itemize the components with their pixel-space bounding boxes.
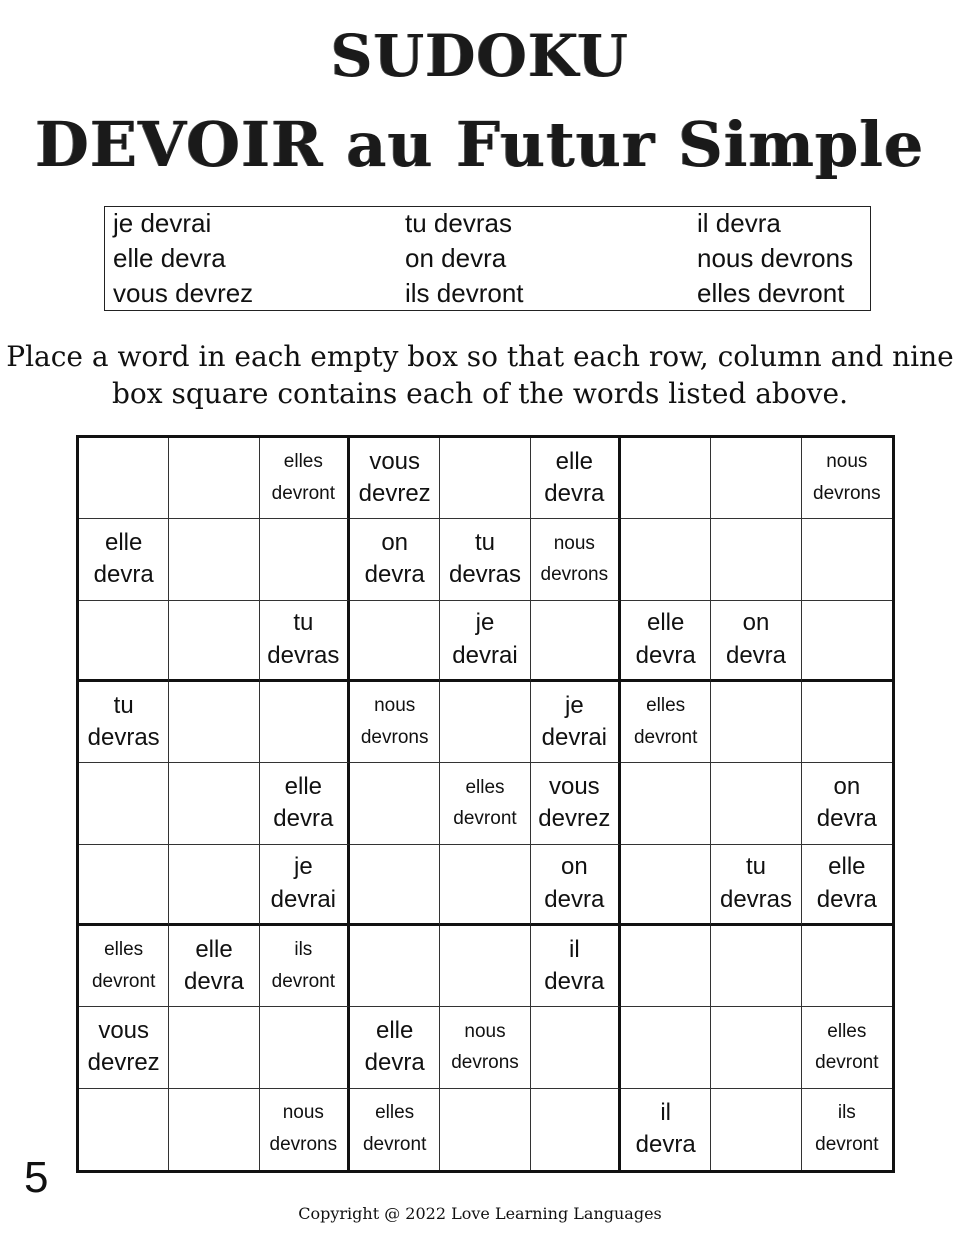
sudoku-cell xyxy=(802,845,892,926)
sudoku-cell xyxy=(531,926,621,1007)
sudoku-cell xyxy=(531,438,621,519)
sudoku-cell[interactable] xyxy=(621,845,711,926)
cell-word: devront xyxy=(271,971,336,993)
cell-word: devrons xyxy=(269,1134,338,1156)
cell-word: vous xyxy=(369,447,421,475)
cell-word: nous xyxy=(464,1020,506,1042)
sudoku-cell xyxy=(802,1089,892,1170)
cell-word: tu xyxy=(113,691,134,719)
cell-word: elles xyxy=(646,695,686,717)
sudoku-cell[interactable] xyxy=(79,845,169,926)
cell-word: elle xyxy=(284,773,322,801)
sudoku-cell xyxy=(440,519,530,600)
cell-word: vous xyxy=(548,773,600,801)
sudoku-cell[interactable] xyxy=(802,926,892,1007)
sudoku-grid xyxy=(76,435,895,1173)
cell-word: ils xyxy=(837,1102,856,1124)
word-bank-item: vous devrez xyxy=(113,278,254,308)
sudoku-cell[interactable] xyxy=(531,1089,621,1170)
sudoku-cell[interactable] xyxy=(169,763,259,844)
sudoku-cell xyxy=(802,763,892,844)
sudoku-cell xyxy=(531,519,621,600)
cell-word: devra xyxy=(364,1049,425,1077)
cell-word: devra xyxy=(183,968,245,996)
cell-word: elles xyxy=(465,776,505,798)
sudoku-cell xyxy=(79,682,169,763)
sudoku-cell[interactable] xyxy=(350,763,440,844)
sudoku-cell[interactable] xyxy=(169,1007,259,1088)
cell-word: je xyxy=(293,853,313,881)
sudoku-cell[interactable] xyxy=(802,682,892,763)
cell-word: devront xyxy=(362,1134,427,1156)
sudoku-cell[interactable] xyxy=(621,519,711,600)
cell-word: devrons xyxy=(451,1052,519,1074)
sudoku-cell xyxy=(79,519,169,600)
sudoku-cell[interactable] xyxy=(621,763,711,844)
cell-word: elle xyxy=(104,529,143,557)
sudoku-cell[interactable] xyxy=(440,438,530,519)
cell-word: devront xyxy=(815,1052,879,1074)
sudoku-cell xyxy=(711,601,801,682)
cell-word: devrez xyxy=(87,1049,160,1077)
cell-word: devra xyxy=(544,968,605,996)
cell-word: devront xyxy=(91,971,156,993)
sudoku-cell[interactable] xyxy=(802,601,892,682)
cell-word: nous xyxy=(374,695,416,717)
sudoku-cell xyxy=(260,926,350,1007)
cell-word: devrai xyxy=(541,724,608,752)
instructions xyxy=(0,338,960,412)
sudoku-cell xyxy=(169,926,259,1007)
cell-word: devra xyxy=(544,885,605,913)
cell-word: nous xyxy=(282,1102,324,1124)
sudoku-cell[interactable] xyxy=(169,438,259,519)
cell-word: on xyxy=(833,773,861,801)
sudoku-cell[interactable] xyxy=(169,1089,259,1170)
cell-word: elle xyxy=(195,935,233,963)
sudoku-cell xyxy=(79,926,169,1007)
word-bank-item: elles devront xyxy=(697,278,845,308)
sudoku-cell xyxy=(260,845,350,926)
cell-word: devras xyxy=(267,641,340,669)
sudoku-cell[interactable] xyxy=(440,1089,530,1170)
cell-word: elles xyxy=(283,451,323,473)
sudoku-cell xyxy=(531,763,621,844)
sudoku-cell[interactable] xyxy=(711,438,801,519)
page-title: SUDOKU xyxy=(330,22,630,90)
sudoku-cell xyxy=(350,519,440,600)
sudoku-cell xyxy=(621,601,711,682)
sudoku-cell xyxy=(260,438,350,519)
sudoku-cell[interactable] xyxy=(531,601,621,682)
sudoku-cell[interactable] xyxy=(169,519,259,600)
cell-word: devrai xyxy=(452,641,518,669)
sudoku-cell[interactable] xyxy=(711,1007,801,1088)
cell-word: devra xyxy=(816,805,877,833)
cell-word: elles xyxy=(104,939,144,961)
cell-word: devra xyxy=(725,641,787,669)
sudoku-cell[interactable] xyxy=(440,682,530,763)
sudoku-cell xyxy=(531,845,621,926)
cell-word: devrez xyxy=(538,805,611,833)
sudoku-cell[interactable] xyxy=(440,845,530,926)
page-subtitle: DEVOIR au Futur Simple xyxy=(35,108,925,181)
sudoku-cell xyxy=(350,1089,440,1170)
sudoku-cell xyxy=(79,1007,169,1088)
cell-word: devra xyxy=(816,885,877,913)
cell-word: devras xyxy=(719,885,793,913)
sudoku-cell[interactable] xyxy=(440,926,530,1007)
sudoku-cell[interactable] xyxy=(621,438,711,519)
cell-word: devra xyxy=(93,561,154,589)
sudoku-cell xyxy=(260,1089,350,1170)
cell-word: tu xyxy=(474,529,495,557)
sudoku-cell[interactable] xyxy=(621,926,711,1007)
sudoku-cell xyxy=(531,682,621,763)
cell-word: ils xyxy=(294,939,313,961)
cell-word: elles xyxy=(375,1102,415,1124)
cell-word: devrons xyxy=(813,483,881,505)
sudoku-cell[interactable] xyxy=(169,845,259,926)
copyright-notice: Copyright @ 2022 Love Learning Languages xyxy=(298,1204,662,1223)
cell-word: devra xyxy=(544,480,605,508)
sudoku-cell[interactable] xyxy=(79,601,169,682)
sudoku-cell xyxy=(440,1007,530,1088)
cell-word: devrons xyxy=(540,564,609,586)
cell-word: nous xyxy=(553,532,595,554)
sudoku-cell[interactable] xyxy=(260,1007,350,1088)
sudoku-cell xyxy=(440,763,530,844)
sudoku-cell xyxy=(802,438,892,519)
sudoku-cell xyxy=(440,601,530,682)
cell-word: devrons xyxy=(360,727,429,749)
sudoku-cell[interactable] xyxy=(802,519,892,600)
cell-word: devrai xyxy=(270,885,337,913)
sudoku-cell[interactable] xyxy=(260,682,350,763)
cell-word: on xyxy=(381,529,409,557)
cell-word: elle xyxy=(555,447,593,475)
sudoku-cell[interactable] xyxy=(621,1007,711,1088)
cell-word: il xyxy=(660,1098,671,1126)
sudoku-cell xyxy=(621,682,711,763)
sudoku-cell xyxy=(802,1007,892,1088)
cell-word: on xyxy=(742,609,770,637)
sudoku-cell[interactable] xyxy=(711,519,801,600)
cell-word: on xyxy=(560,853,588,881)
sudoku-cell[interactable] xyxy=(711,1089,801,1170)
cell-word: je xyxy=(564,691,584,719)
sudoku-cell[interactable] xyxy=(711,763,801,844)
sudoku-cell xyxy=(350,682,440,763)
sudoku-cell[interactable] xyxy=(260,519,350,600)
instructions-line: box square contains each of the words listed above. xyxy=(112,377,848,410)
cell-word: devrez xyxy=(358,480,431,508)
cell-word: elles xyxy=(827,1020,867,1042)
sudoku-cell[interactable] xyxy=(79,763,169,844)
cell-word: elle xyxy=(828,853,866,881)
cell-word: je xyxy=(475,609,495,637)
cell-word: devra xyxy=(273,805,334,833)
sudoku-cell xyxy=(350,438,440,519)
cell-word: devront xyxy=(453,808,517,830)
cell-word: devra xyxy=(364,561,425,589)
cell-word: devra xyxy=(635,1131,696,1159)
cell-word: devront xyxy=(271,483,336,505)
page-number: 5 xyxy=(24,1153,49,1202)
cell-word: devra xyxy=(635,641,696,669)
word-bank-item: nous devrons xyxy=(697,243,854,273)
cell-word: il xyxy=(568,935,580,963)
sudoku-cell[interactable] xyxy=(350,601,440,682)
cell-word: elle xyxy=(375,1017,414,1045)
sudoku-cell[interactable] xyxy=(350,845,440,926)
cell-word: elle xyxy=(646,609,685,637)
cell-word: devront xyxy=(815,1134,879,1156)
sudoku-cell[interactable] xyxy=(531,1007,621,1088)
sudoku-cell xyxy=(260,601,350,682)
cell-word: devront xyxy=(633,727,698,749)
word-bank-item: il devra xyxy=(697,208,781,238)
word-bank-item: elle devra xyxy=(113,243,226,273)
sudoku-cell xyxy=(621,1089,711,1170)
sudoku-cell[interactable] xyxy=(711,926,801,1007)
sudoku-cell[interactable] xyxy=(711,682,801,763)
cell-word: devras xyxy=(87,724,160,752)
cell-word: vous xyxy=(98,1017,150,1045)
sudoku-cell[interactable] xyxy=(79,438,169,519)
sudoku-cell xyxy=(711,845,801,926)
sudoku-cell[interactable] xyxy=(169,601,259,682)
word-bank-item: je devrai xyxy=(113,208,212,238)
sudoku-cell[interactable] xyxy=(169,682,259,763)
word-bank-item: tu devras xyxy=(405,208,512,238)
word-bank-item: on devra xyxy=(405,243,507,273)
word-bank xyxy=(104,206,871,311)
sudoku-cell xyxy=(350,1007,440,1088)
cell-word: tu xyxy=(293,609,314,637)
sudoku-cell xyxy=(260,763,350,844)
cell-word: devras xyxy=(448,561,522,589)
sudoku-cell[interactable] xyxy=(350,926,440,1007)
word-bank-item: ils devront xyxy=(405,278,524,308)
instructions-line: Place a word in each empty box so that each row, column and nine xyxy=(6,340,954,373)
cell-word: nous xyxy=(826,451,868,473)
sudoku-cell[interactable] xyxy=(79,1089,169,1170)
cell-word: tu xyxy=(745,853,766,881)
